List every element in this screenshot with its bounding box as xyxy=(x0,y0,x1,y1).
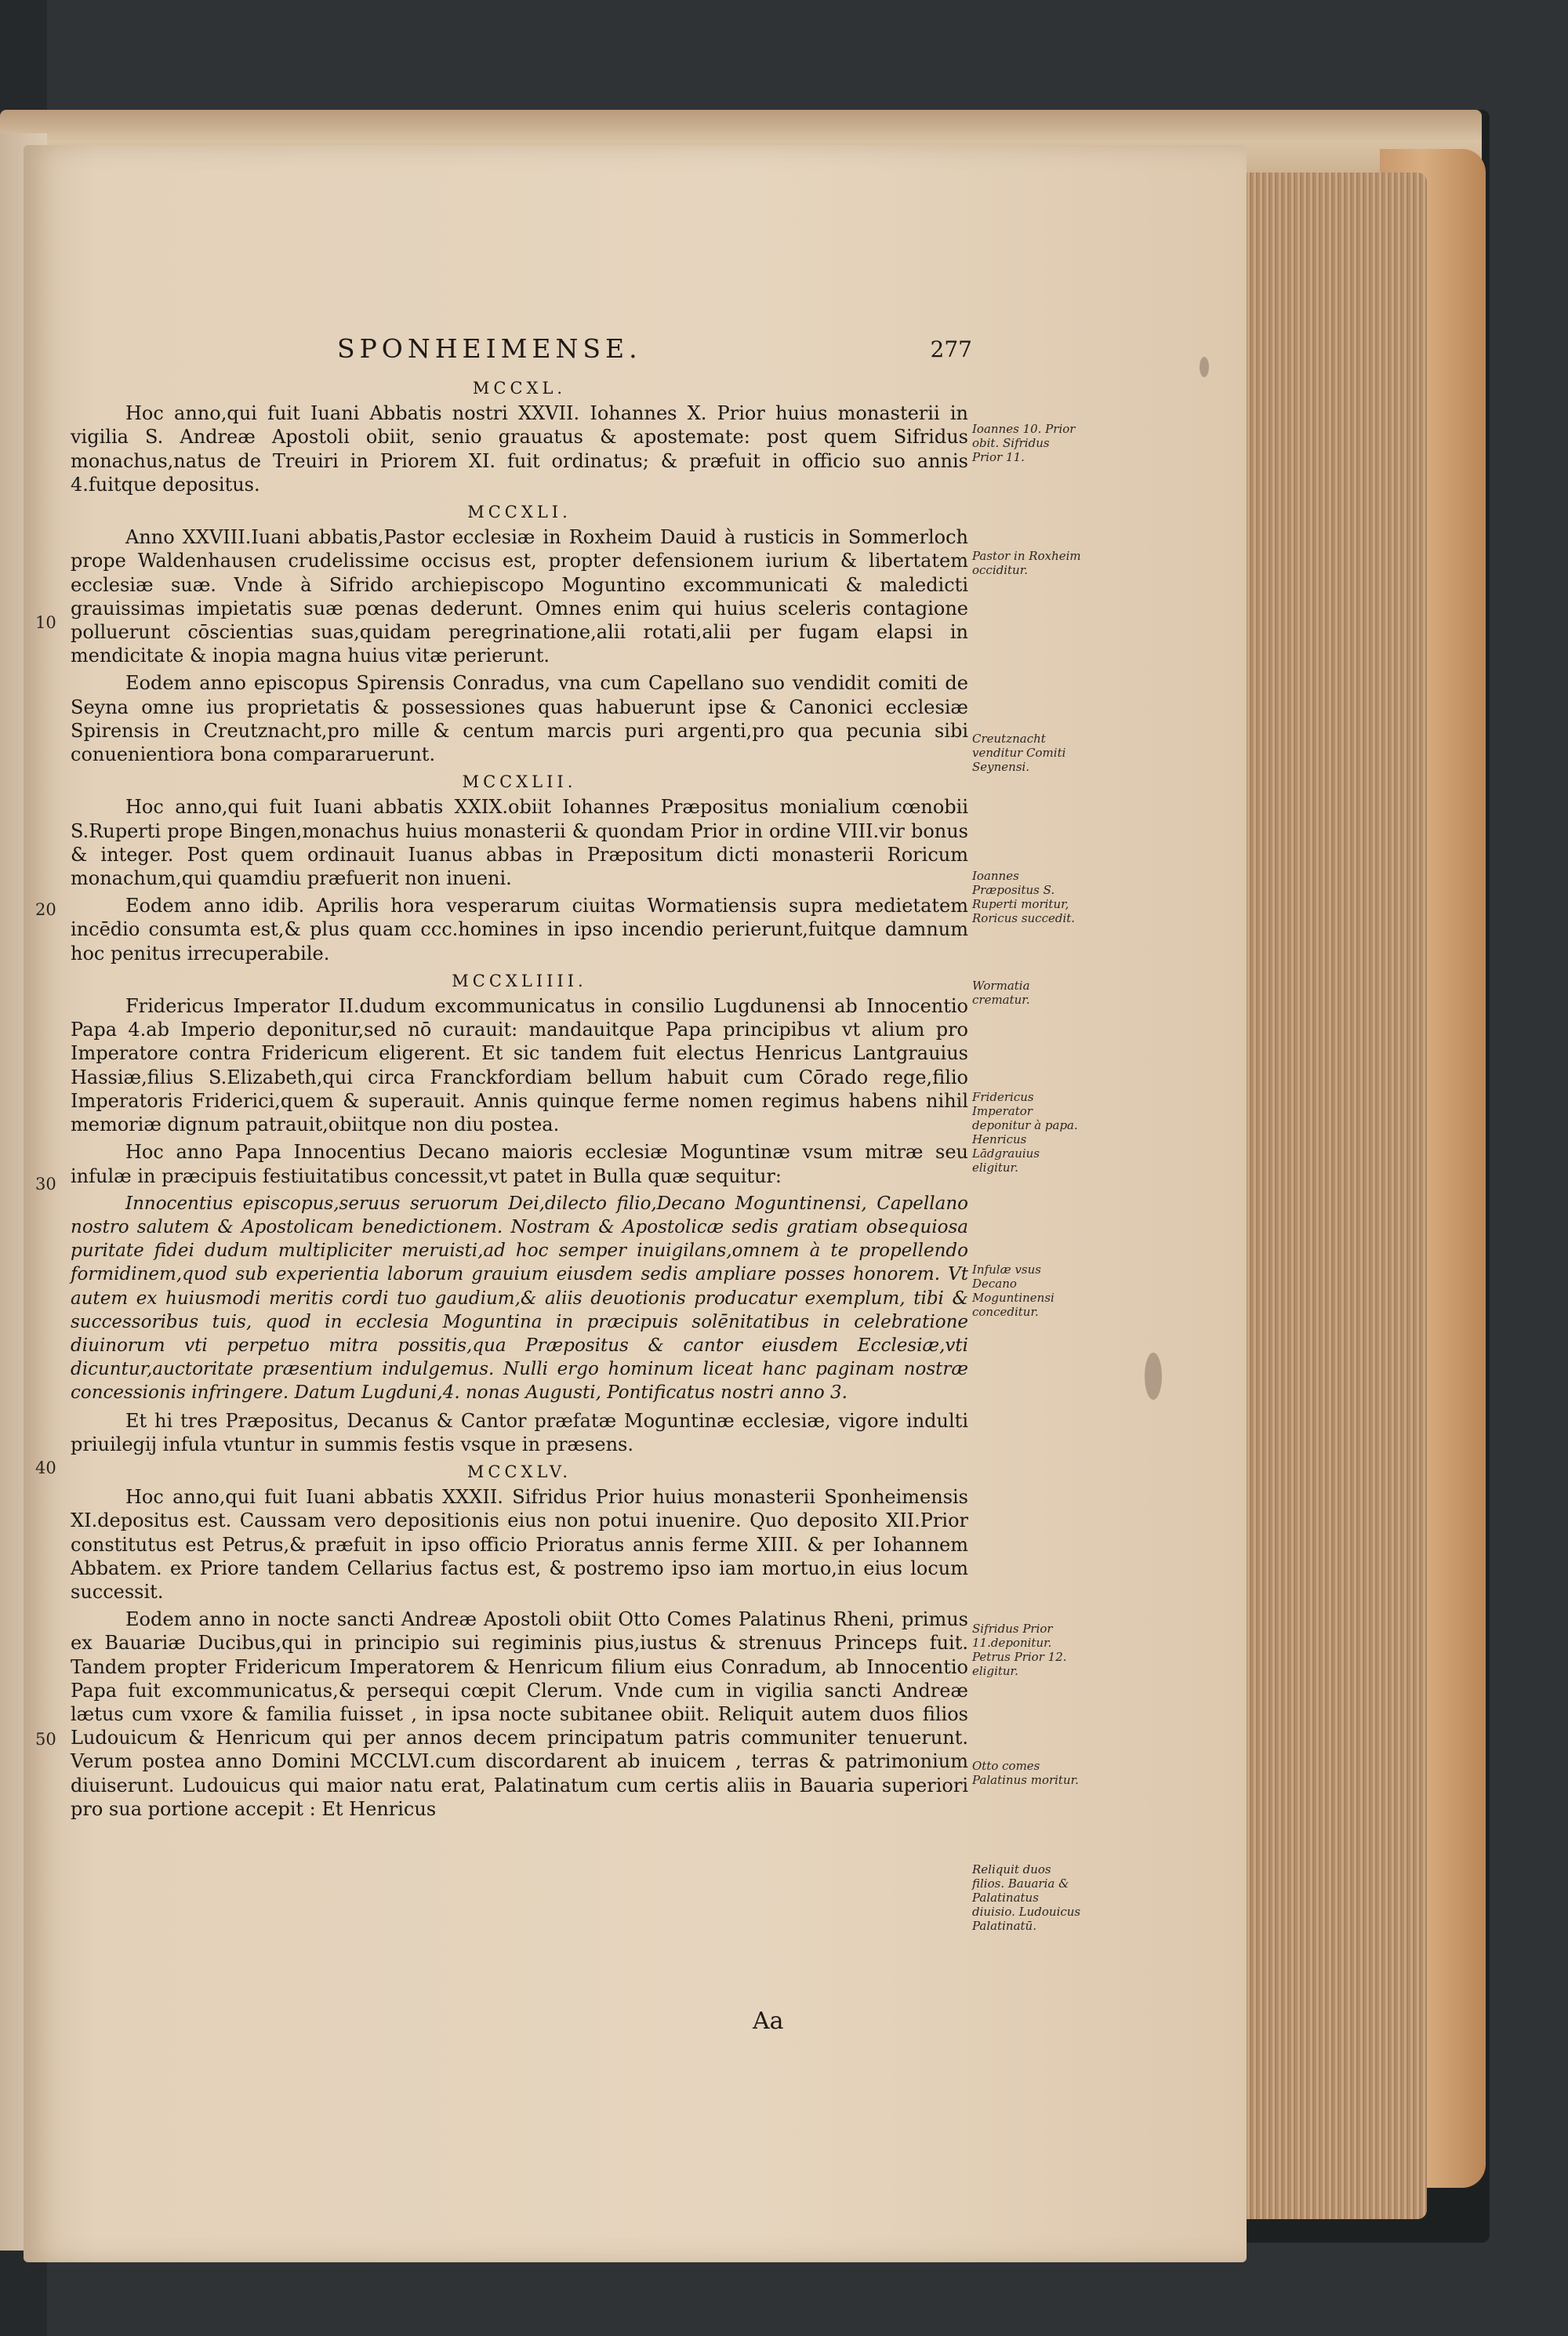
signature-mark: Aa xyxy=(753,2007,784,2035)
paragraph: Hoc anno Papa Innocentius Decano maioris ecclesiæ Moguntinæ vsum mitræ seu infulæ in præcipuis festiuitatibus concessit,vt patet in Bulla quæ sequitur: xyxy=(71,1141,968,1187)
line-number: 20 xyxy=(35,900,56,919)
paragraph: Hoc anno,qui fuit Iuani Abbatis nostri XXVII. Iohannes X. Prior huius monasterii in vigilia S. Andreæ Apostoli obiit, senio grauatus & apostemate: post quem Sifridus monachus,natus de Treuiri in Priorem XI. fuit ordinatus; & præfuit in officio suo annis 4.fuitque depositus. xyxy=(71,402,968,496)
paragraph: Et hi tres Præpositus, Decanus & Cantor præfatæ Moguntinæ ecclesiæ, vigore indulti priuilegij infula vtuntur in summis festis vsque in præsens. xyxy=(71,1409,968,1455)
paragraph: Eodem anno idib. Aprilis hora vesperarum ciuitas Wormatiensis supra medietatem incēdio consumta est,& plus quam ccc.homines in ipso incendio perierunt,fuitque damnum hoc penitus irrecuperabile. xyxy=(71,895,968,965)
line-numbers xyxy=(35,0,67,2336)
page-number: 277 xyxy=(930,336,972,362)
paragraph: Hoc anno,qui fuit Iuani abbatis XXIX.obiit Iohannes Præpositus monialium cœnobii S.Ruperti prope Bingen,monachus huius monasterii & quondam Prior in ordine VIII.vir bonus & integer. Post quem ordinauit Iuanus abbas in Præpositum dicti monasterii Roricum monachum,qui quamdiu præfuerit non inueni. xyxy=(71,796,968,890)
line-number: 40 xyxy=(35,1459,56,1477)
margin-note: Sifridus Prior 11.deponitur. Petrus Prior 12. eligitur. xyxy=(972,1622,1067,1678)
paragraph: Eodem anno in nocte sancti Andreæ Apostoli obiit Otto Comes Palatinus Rheni, primus ex Bauariæ Ducibus,qui in principio sui regiminis pius,iustus & strenuus Princeps fuit. Tandem propter Fridericum Imperatorem & Henricum filium eius Conradum, ab Innocentio Papa fuit excommunicatus,& persequi cœpit Clerum. Vnde cum in vigilia sancti Andreæ lætus cum vxore & familia fuisset , in ipsa nocte subitanee obiit. Reliquit autem duos filios Ludouicum & Henricum qui per annos decem principatum patris communiter tenuerunt. Verum postea anno Domini MCCLVI.cum discordarent ab inuicem , terras & patrimonium diuiserunt. Ludouicus qui maior natu erat, Palatinatum cum certis aliis in Bauaria superiori pro sua portione accepit : Et Henricus xyxy=(71,1608,968,1820)
year-heading: MCCXLII. xyxy=(462,772,577,792)
papal-bull-text: Innocentius episcopus,seruus seruorum Dei,dilecto filio,Decano Moguntinensi, Capellano nostro salutem & Apostolicam benedictionem. Nostram & Apostolicæ sedis gratiam obsequiosa puritate fidei dudum multipliciter meruisti,ad hoc semper inuigilans,omnem à te propellendo formidinem,quod sub experientia laborum grauium eiusdem sedis ampliare posses honorem. Vt autem ex huiusmodi meritis cordi tuo gaudium,& aliis deuotionis producatur exemplum, tibi & successoribus tuis, quod in ecclesia Moguntina in præcipuis solēnitatibus in celebratione diuinorum vti perpetuo mitra possitis,qua Præpositus & cantor eiusdem Ecclesiæ,vti dicuntur,auctoritate præsentium indulgemus. Nulli ergo hominum liceat hanc paginam nostræ concessionis infringere. Datum Lugduni,4. nonas Augusti, Pontificatus nostri anno 3. xyxy=(71,1193,968,1404)
margin-note: Ioannes 10. Prior obit. Sifridus Prior 11. xyxy=(972,422,1076,464)
margin-note: Fridericus Imperator deponitur à papa. Henricus Lādgrauius eligitur. xyxy=(972,1090,1078,1175)
margin-note: Pastor in Roxheim occiditur. xyxy=(972,549,1081,577)
running-header xyxy=(337,333,972,371)
margin-note: Wormatia crematur. xyxy=(972,979,1030,1007)
paragraph: Anno XXVIII.Iuani abbatis,Pastor ecclesiæ in Roxheim Dauid à rusticis in Sommerloch prope Waldenhausen crudelissime occisus est, propter defensionem iurium & libertatem ecclesiæ suæ. Vnde à Sifrido archiepiscopo Moguntino excommunicati & maledicti grauissimas impietatis suæ pœnas dederunt. Omnes enim qui huius sceleris contagione polluerunt cōscientias suas,quidam peregrinatione,alii rotati,alii per fugam elapsi in mendicitate & inopia magna huius vitæ perierunt. xyxy=(71,526,968,667)
line-number: 30 xyxy=(35,1175,56,1193)
paragraph: Fridericus Imperator II.dudum excommunicatus in consilio Lugdunensi ab Innocentio Papa 4.ab Imperio deponitur,sed nō curauit: mandauitque Papa principibus vt alium pro Imperatore contra Fridericum eligerent. Et sic tandem fuit electus Henricus Lantgrauius Hassiæ,filius S.Elizabeth,qui circa Franckfordiam bellum habuit cum Cōrado rege,filio Imperatoris Friderici,quem & superauit. Annis quinque ferme nomen regimus habens nihil memoriæ dignum patrauit,obiitque non diu postea. xyxy=(71,995,968,1136)
line-number: 10 xyxy=(35,613,56,632)
year-heading: MCCXLI. xyxy=(467,503,572,522)
year-heading: MCCXLIIII. xyxy=(452,971,587,990)
running-title: SPONHEIMENSE. xyxy=(337,333,642,364)
main-text-column xyxy=(71,375,968,2037)
margin-note: Infulæ vsus Decano Moguntinensi conceditur. xyxy=(972,1262,1054,1319)
ink-stain xyxy=(1145,1353,1162,1400)
year-heading: MCCXL. xyxy=(472,379,567,398)
margin-note: Ioannes Præpositus S. Ruperti moritur, Roricus succedit. xyxy=(972,869,1076,925)
year-heading: MCCXLV. xyxy=(466,1462,572,1481)
marginal-notes xyxy=(972,375,1082,2022)
page-fore-edge xyxy=(1239,173,1427,2219)
margin-note: Creutznacht venditur Comiti Seynensi. xyxy=(972,732,1066,774)
margin-note: Reliquit duos filios. Bauaria & Palatinatus diuisio. Ludouicus Palatinatū. xyxy=(972,1862,1081,1933)
paragraph: Hoc anno,qui fuit Iuani abbatis XXXII. Sifridus Prior huius monasterii Sponheimensis XI.depositus est. Caussam vero depositionis eius non potui inuenire. Quo deposito XII.Prior constitutus est Petrus,& præfuit in ipso officio Prioratus annis ferme XIII. & per Iohannem Abbatem. ex Priore tandem Cellarius factus est, & postremo ipso iam mortuo,in eius locum successit. xyxy=(71,1486,968,1603)
margin-note: Otto comes Palatinus moritur. xyxy=(972,1759,1079,1787)
line-number: 50 xyxy=(35,1730,56,1749)
ink-stain xyxy=(1200,357,1209,377)
paragraph: Eodem anno episcopus Spirensis Conradus, vna cum Capellano suo vendidit comiti de Seyna omne ius proprietatis & possessiones quas habuerunt ipse & Canonici ecclesiæ Spirensis in Creutznacht,pro mille & centum marcis puri argenti,pro qua pecunia sibi conuenientiora bona compararuerunt. xyxy=(71,672,968,766)
